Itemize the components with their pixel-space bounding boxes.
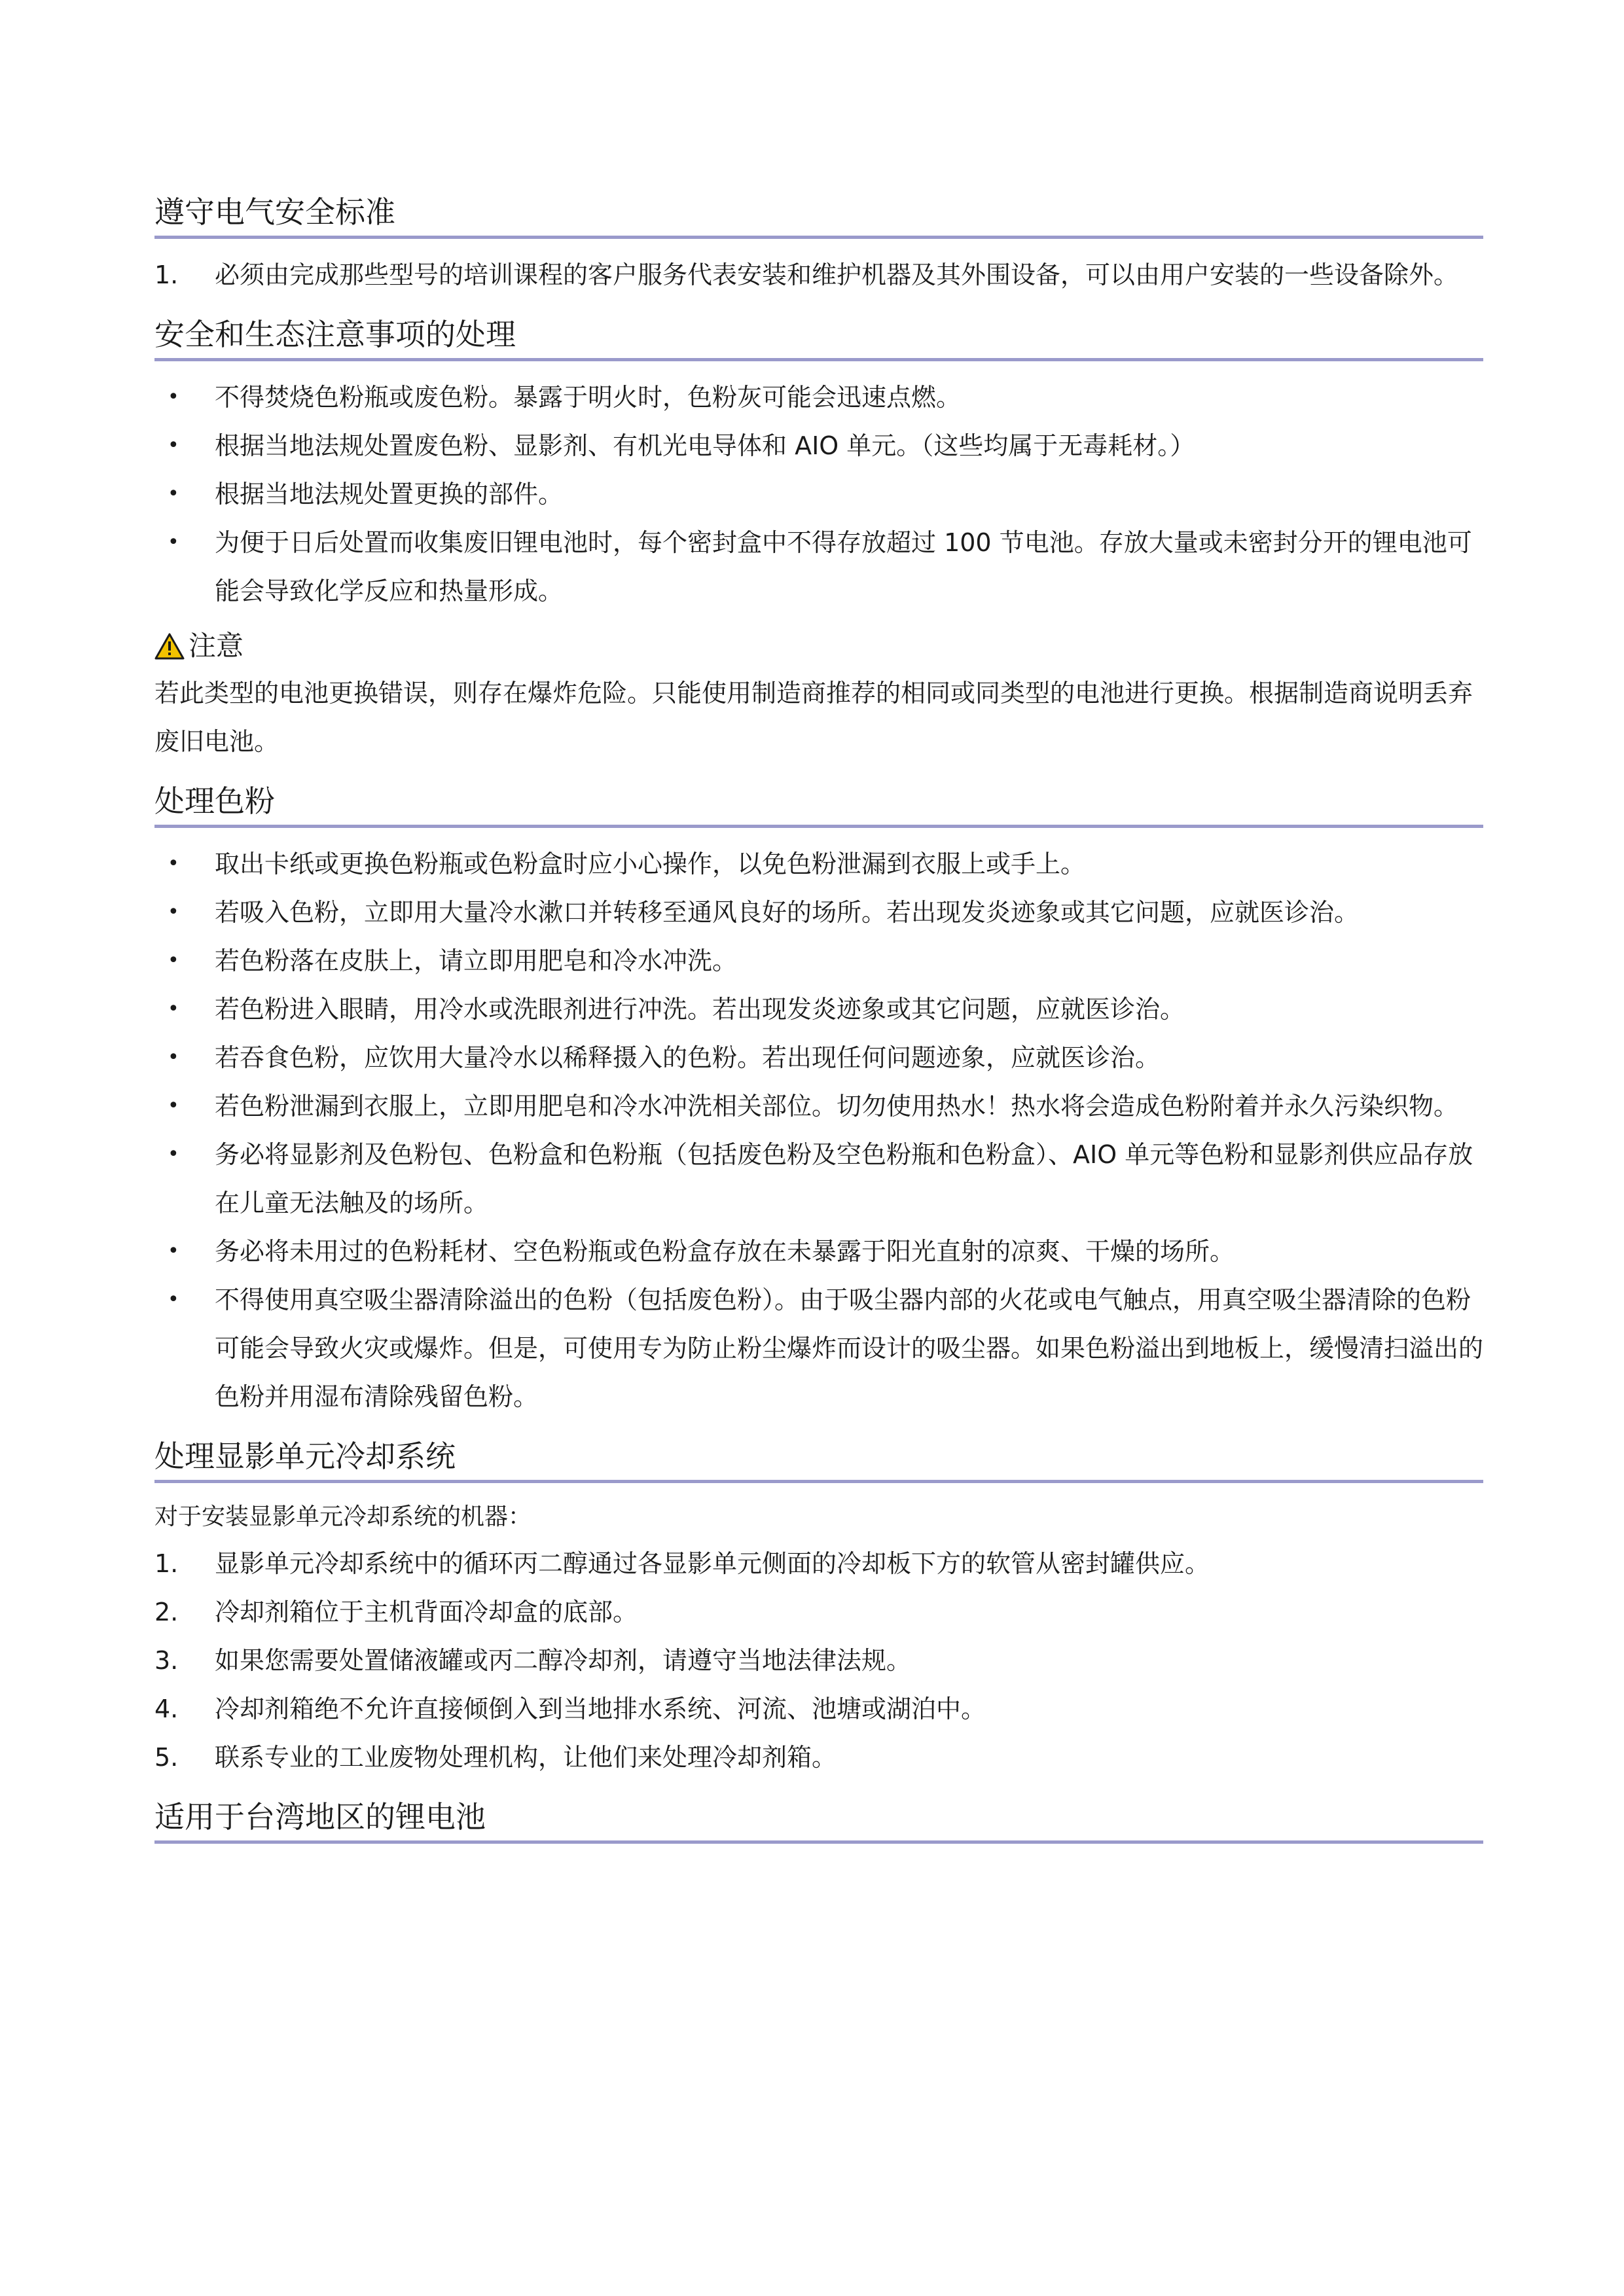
list-item-text: 务必将显影剂及色粉包、色粉盒和色粉瓶（包括废色粉及空色粉瓶和色粉盒）、AIO 单元等色粉和显影剂供应品存放在儿童无法触及的场所。 bbox=[215, 1140, 1473, 1217]
list-item-text: 联系专业的工业废物处理机构，让他们来处理冷却剂箱。 bbox=[215, 1743, 837, 1772]
list-item bbox=[154, 888, 1483, 937]
list-item bbox=[154, 1588, 1483, 1636]
list-item bbox=[154, 937, 1483, 985]
caution-text: 若此类型的电池更换错误，则存在爆炸危险。只能使用制造商推荐的相同或同类型的电池进行更换。根据制造商说明丢弃废旧电池。 bbox=[154, 679, 1473, 756]
list-item-text: 不得焚烧色粉瓶或废色粉。暴露于明火时，色粉灰可能会迅速点燃。 bbox=[215, 383, 962, 412]
list-item bbox=[154, 840, 1483, 888]
list-marker: 1. bbox=[154, 1549, 179, 1578]
section-heading-eco-disposal: 安全和生态注意事项的处理 bbox=[154, 314, 1483, 361]
list-item bbox=[154, 1082, 1483, 1130]
list-marker: • bbox=[168, 997, 179, 1020]
list-item bbox=[154, 470, 1483, 518]
list-marker: • bbox=[168, 901, 179, 924]
list-item bbox=[154, 1276, 1483, 1421]
list-item bbox=[154, 1539, 1483, 1588]
list-item bbox=[154, 1636, 1483, 1685]
list-item-text: 冷却剂箱绝不允许直接倾倒入到当地排水系统、河流、池塘或湖泊中。 bbox=[215, 1695, 986, 1723]
list-marker: • bbox=[168, 1143, 179, 1166]
document-content bbox=[154, 191, 1483, 1856]
list-marker: • bbox=[168, 1240, 179, 1263]
list-marker: • bbox=[168, 386, 179, 408]
list-marker: 2. bbox=[154, 1598, 179, 1626]
list-marker: • bbox=[168, 852, 179, 875]
caution-label-text: 注意 bbox=[189, 630, 244, 662]
list-item-text: 冷却剂箱位于主机背面冷却盒的底部。 bbox=[215, 1598, 638, 1626]
list-item-text: 为便于日后处置而收集废旧锂电池时，每个密封盒中不得存放超过 100 节电池。存放大量或未密封分开的锂电池可能会导致化学反应和热量形成。 bbox=[215, 528, 1472, 605]
list-item-text: 必须由完成那些型号的培训课程的客户服务代表安装和维护机器及其外围设备，可以由用户安装的一些设备除外。 bbox=[215, 260, 1459, 289]
list-item bbox=[154, 518, 1483, 615]
list-marker: • bbox=[168, 1288, 179, 1311]
list-marker: 4. bbox=[154, 1695, 179, 1723]
list-marker: 1. bbox=[154, 260, 179, 289]
list-item bbox=[154, 1733, 1483, 1782]
list-item bbox=[154, 251, 1483, 299]
list-item-text: 根据当地法规处置废色粉、显影剂、有机光电导体和 AIO 单元。（这些均属于无毒耗材。） bbox=[215, 431, 1195, 460]
list-item-text: 若色粉进入眼睛，用冷水或洗眼剂进行冲洗。若出现发炎迹象或其它问题，应就医诊治。 bbox=[215, 995, 1185, 1024]
list-item-text: 显影单元冷却系统中的循环丙二醇通过各显影单元侧面的冷却板下方的软管从密封罐供应。 bbox=[215, 1549, 1210, 1578]
section-heading-cooling-system: 处理显影单元冷却系统 bbox=[154, 1435, 1483, 1483]
list-marker: 5. bbox=[154, 1743, 179, 1772]
list-marker: • bbox=[168, 1046, 179, 1069]
list-item-text: 取出卡纸或更换色粉瓶或色粉盒时应小心操作，以免色粉泄漏到衣服上或手上。 bbox=[215, 850, 1086, 878]
list-marker: • bbox=[168, 1094, 179, 1117]
list-item bbox=[154, 985, 1483, 1033]
list-item-text: 根据当地法规处置更换的部件。 bbox=[215, 480, 564, 509]
list-item-text: 若吸入色粉，立即用大量冷水漱口并转移至通风良好的场所。若出现发炎迹象或其它问题，应就医诊治。 bbox=[215, 898, 1360, 927]
list-item-text: 若色粉落在皮肤上，请立即用肥皂和冷水冲洗。 bbox=[215, 946, 738, 975]
section-heading-toner-handling: 处理色粉 bbox=[154, 780, 1483, 828]
list-item bbox=[154, 1130, 1483, 1227]
section-heading-taiwan-lithium: 适用于台湾地区的锂电池 bbox=[154, 1796, 1483, 1844]
list-marker: • bbox=[168, 949, 179, 972]
list-item bbox=[154, 1685, 1483, 1733]
list-item-text: 若色粉泄漏到衣服上，立即用肥皂和冷水冲洗相关部位。切勿使用热水！热水将会造成色粉附着并永久污染织物。 bbox=[215, 1092, 1459, 1121]
list-item-text: 不得使用真空吸尘器清除溢出的色粉（包括废色粉）。由于吸尘器内部的火花或电气触点，用真空吸尘器清除的色粉可能会导致火灾或爆炸。但是，可使用专为防止粉尘爆炸而设计的吸尘器。如果色粉溢出到地板上，缓慢清扫溢出的色粉并用湿布清除残留色粉。 bbox=[215, 1285, 1484, 1411]
list-marker: 3. bbox=[154, 1646, 179, 1675]
list-item bbox=[154, 1033, 1483, 1082]
list-item-text: 务必将未用过的色粉耗材、空色粉瓶或色粉盒存放在未暴露于阳光直射的凉爽、干燥的场所。 bbox=[215, 1237, 1235, 1266]
list-item bbox=[154, 1227, 1483, 1276]
list-marker: • bbox=[168, 482, 179, 505]
list-item bbox=[154, 373, 1483, 422]
warning-triangle-icon bbox=[154, 632, 185, 660]
list-marker: • bbox=[168, 434, 179, 457]
section-heading-electrical-safety: 遵守电气安全标准 bbox=[154, 191, 1483, 239]
list-item-text: 如果您需要处置储液罐或丙二醇冷却剂，请遵守当地法律法规。 bbox=[215, 1646, 912, 1675]
section-lead-text: 对于安装显影单元冷却系统的机器： bbox=[154, 1503, 532, 1530]
list-item bbox=[154, 422, 1483, 470]
list-item-text: 若吞食色粉，应饮用大量冷水以稀释摄入的色粉。若出现任何问题迹象，应就医诊治。 bbox=[215, 1043, 1161, 1072]
list-marker: • bbox=[168, 531, 179, 554]
caution-label bbox=[154, 623, 1483, 669]
